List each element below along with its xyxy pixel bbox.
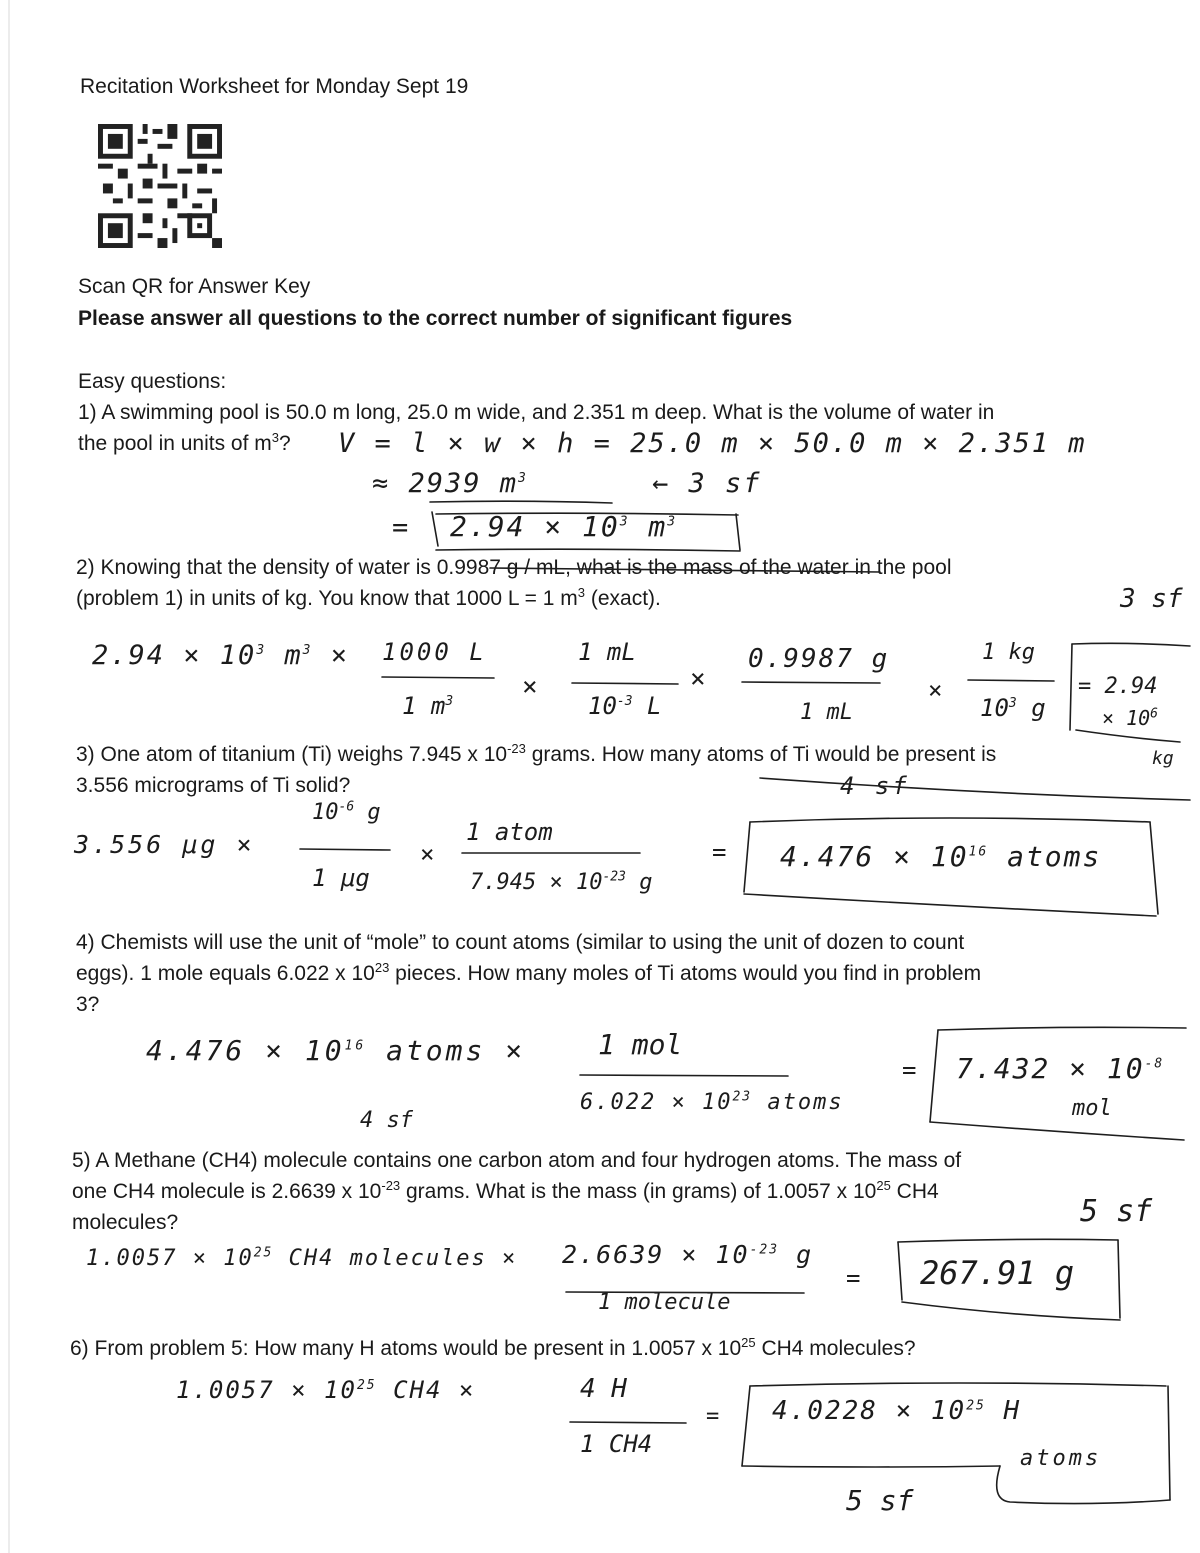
q6-factor1-denominator: 1 CH4 xyxy=(580,1430,653,1458)
q5-text-line2: one CH4 molecule is 2.6639 x $10^{-23}$ grams. What is the mass (in grams) of 1.0057 x $10^{25}$ CH4 xyxy=(72,1178,939,1203)
q5-text-line1: 5) A Methane (CH4) molecule contains one carbon atom and four hydrogen atoms. The mass of xyxy=(72,1149,962,1172)
q2-text-line1: 2) Knowing that the density of water is 0.9987 g / mL, what is the mass of the water in the pool xyxy=(76,556,952,579)
q5-handwritten-sigfigs: 5 sf xyxy=(1080,1194,1153,1229)
q5-factor1-numerator: $2.6639 \times 10^{-23}$ g xyxy=(562,1240,814,1269)
q3-text-line2: 3.556 micrograms of Ti solid? xyxy=(76,774,351,797)
q5-factor1-denominator: 1 molecule xyxy=(598,1290,731,1315)
q6-factor1-numerator: 4 H xyxy=(580,1374,627,1404)
q6-handwritten-start: $1.0057 \times 10^{25}$ CH4 × xyxy=(176,1376,476,1404)
q4-text-line2: eggs). 1 mole equals 6.022 x $10^{23}$ pieces. How many moles of Ti atoms would you find in problem xyxy=(76,960,982,985)
q2-handwritten-answer: = 2.94 xyxy=(1078,674,1158,699)
q1-handwritten-formula: V = l × w × h = 25.0 m × 50.0 m × 2.351 m xyxy=(338,428,1087,459)
q6-handwritten-answer: $4.0228 \times 10^{25}$ H xyxy=(772,1396,1022,1426)
q2-handwritten-sigfigs: 3 sf xyxy=(1120,584,1183,614)
q4-factor1-denominator: $6.022 \times 10^{23}$ atoms xyxy=(580,1089,844,1115)
q3-times: × xyxy=(420,840,435,868)
q2-times-2: × xyxy=(690,664,706,694)
q3-handwritten-answer: $4.476 \times 10^{16}$ atoms xyxy=(780,840,1102,873)
q6-handwritten-sigfigs: 5 sf xyxy=(846,1484,914,1517)
q3-handwritten-start: 3.556 μg × xyxy=(74,830,255,859)
q3-factor2-numerator: 1 atom xyxy=(466,818,553,846)
q1-handwritten-equals: = xyxy=(392,512,409,543)
q4-text-line3: 3? xyxy=(76,993,100,1016)
q3-handwritten-equals: = xyxy=(712,838,727,866)
q2-handwritten-start: $2.94 \times 10^3$ $m^3$ × xyxy=(92,640,350,671)
q4-text-line1: 4) Chemists will use the unit of “mole” to count atoms (similar to using the unit of dozen to count xyxy=(76,931,965,954)
q4-handwritten-sigfigs: 4 sf xyxy=(360,1108,413,1133)
instruction-text: Please answer all questions to the correct number of significant figures xyxy=(78,307,793,330)
q3-factor1-numerator: $10^{-6}$ g xyxy=(312,799,381,825)
q2-factor4-denominator: $10^3$ g xyxy=(980,694,1046,722)
q1-text-line1: 1) A swimming pool is 50.0 m long, 25.0 m wide, and 2.351 m deep. What is the volume of water in xyxy=(78,401,995,424)
q4-handwritten-answer: $7.432 \times 10^{-8}$ xyxy=(956,1052,1165,1085)
q1-handwritten-raw: ≈ 2939 $m^3$ xyxy=(372,468,528,499)
q2-factor2-denominator: $10^{-3}$ L xyxy=(588,692,662,720)
q2-factor1-numerator: 1000 L xyxy=(382,638,487,666)
q1-text-line2: the pool in units of $m^3$? xyxy=(78,430,291,455)
q3-handwritten-sigfigs: 4 sf xyxy=(840,772,910,800)
q2-factor4-numerator: 1 kg xyxy=(982,640,1035,665)
q5-handwritten-answer: 267.91 g xyxy=(920,1254,1075,1292)
q2-text-line2: (problem 1) in units of kg. You know that 1000 L = 1 $m^3$ (exact). xyxy=(76,585,661,610)
q2-factor2-numerator: 1 mL xyxy=(578,638,636,666)
q4-factor1-numerator: 1 mol xyxy=(598,1028,683,1061)
q5-handwritten-equals: = xyxy=(846,1264,861,1292)
q1-handwritten-answer: $2.94 \times 10^3$ $m^3$ xyxy=(450,510,678,543)
worksheet-title: Recitation Worksheet for Monday Sept 19 xyxy=(80,75,469,98)
q5-text-line3: molecules? xyxy=(72,1211,179,1234)
q3-factor2-denominator: $7.945 \times 10^{-23}$ g xyxy=(470,869,653,895)
q2-factor3-numerator: 0.9987 g xyxy=(748,644,890,674)
qr-caption: Scan QR for Answer Key xyxy=(78,275,311,298)
q3-text-line1: 3) One atom of titanium (Ti) weighs 7.945 x $10^{-23}$ grams. How many atoms of Ti would be present is xyxy=(76,741,997,766)
qr-code xyxy=(98,124,222,248)
q3-factor1-denominator: 1 μg xyxy=(312,864,370,892)
q6-handwritten-equals: = xyxy=(706,1404,720,1429)
q4-handwritten-start: $4.476 \times 10^{16}$ atoms × xyxy=(146,1034,526,1067)
q2-handwritten-answer-exp: × $10^6$ xyxy=(1102,706,1158,730)
q6-text-line1: 6) From problem 5: How many H atoms would be present in 1.0057 x $10^{25}$ CH4 molecules? xyxy=(70,1335,916,1360)
q5-handwritten-start: $1.0057 \times 10^{25}$ CH4 molecules × xyxy=(86,1245,518,1271)
q4-handwritten-equals: = xyxy=(902,1056,917,1084)
q2-factor1-denominator: 1 $m^3$ xyxy=(402,692,454,720)
q6-handwritten-answer-unit: atoms xyxy=(1020,1446,1102,1471)
q2-times-1: × xyxy=(522,672,538,702)
q2-handwritten-answer-unit: kg xyxy=(1152,748,1174,769)
section-heading: Easy questions: xyxy=(78,370,227,393)
scan-edge xyxy=(8,0,10,1553)
q1-handwritten-sigfigs: ← 3 sf xyxy=(652,468,762,499)
q2-times-3: × xyxy=(928,676,943,704)
q2-factor3-denominator: 1 mL xyxy=(800,700,853,725)
q4-handwritten-answer-unit: mol xyxy=(1072,1096,1112,1121)
